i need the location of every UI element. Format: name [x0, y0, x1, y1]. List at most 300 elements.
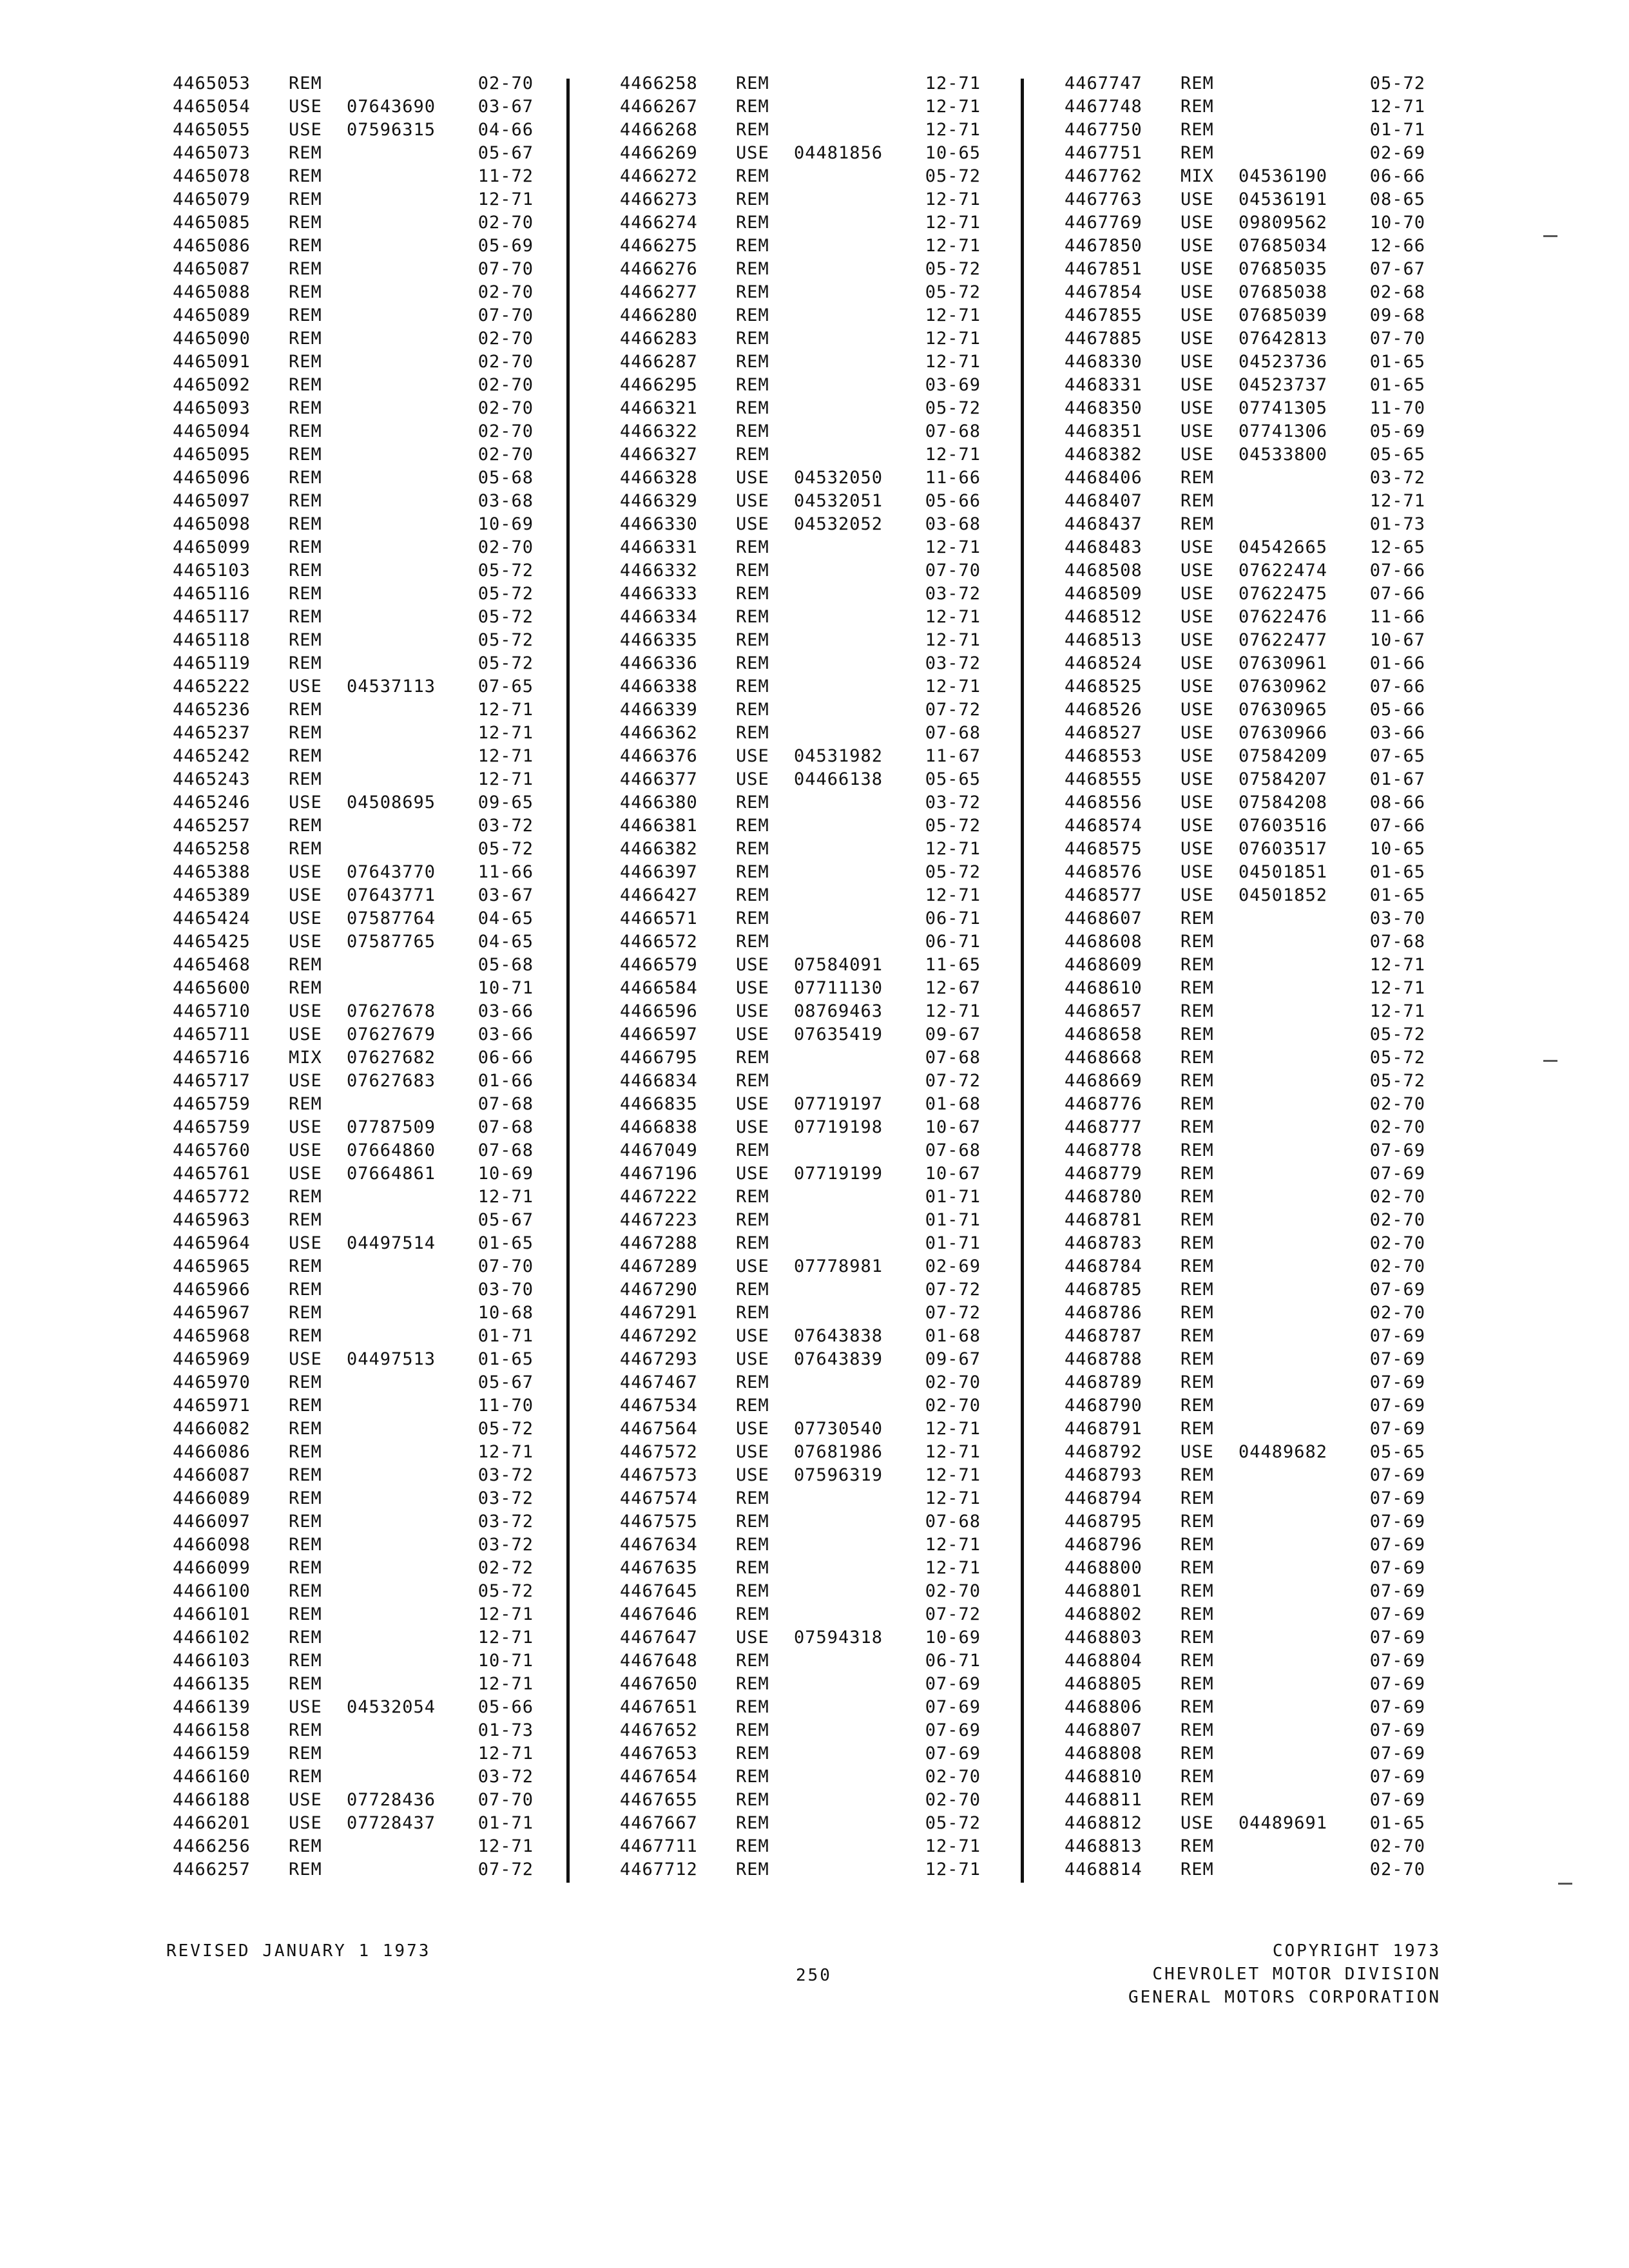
part-number: 4465968: [173, 1326, 251, 1346]
effective-date: 02-70: [1369, 1303, 1425, 1323]
part-number: 4467653: [620, 1744, 698, 1763]
list-item: [1065, 606, 1425, 629]
status-code: USE: [1181, 1813, 1214, 1833]
effective-date: 03-66: [477, 1001, 534, 1021]
replacement-part-number: 07643838: [794, 1326, 883, 1346]
part-number: 4467762: [1065, 166, 1142, 186]
replacement-part-number: 07622475: [1239, 584, 1328, 604]
replacement-part-number: 07622477: [1239, 630, 1328, 650]
effective-date: 12-71: [477, 1836, 534, 1856]
list-item: [1065, 1348, 1425, 1371]
part-number: 4465096: [173, 468, 251, 488]
list-item: [1065, 188, 1425, 211]
status-code: REM: [289, 1674, 322, 1694]
list-item: [1065, 1533, 1425, 1557]
status-code: REM: [289, 1720, 322, 1740]
status-code: USE: [289, 793, 322, 812]
list-item: [620, 374, 981, 397]
part-number: 4465097: [173, 491, 251, 511]
part-number: 4468574: [1065, 816, 1142, 836]
replacement-part-number: 04497513: [347, 1349, 436, 1369]
status-code: REM: [736, 1210, 769, 1230]
effective-date: 12-71: [477, 1744, 534, 1763]
part-number: 4466838: [620, 1117, 698, 1137]
part-number: 4465054: [173, 97, 251, 117]
effective-date: 05-72: [925, 816, 981, 836]
status-code: REM: [1181, 1720, 1214, 1740]
status-code: REM: [1181, 1187, 1214, 1207]
list-item: [1065, 1255, 1425, 1278]
part-number: 4468575: [1065, 839, 1142, 859]
effective-date: 07-68: [477, 1140, 534, 1160]
part-number: 4466333: [620, 584, 698, 604]
status-code: REM: [736, 1720, 769, 1740]
status-code: REM: [736, 630, 769, 650]
effective-date: 07-67: [1369, 259, 1425, 279]
part-number: 4465759: [173, 1117, 251, 1137]
effective-date: 01-67: [1369, 769, 1425, 789]
list-item: [1065, 1789, 1425, 1812]
margin-mark: [1543, 1060, 1557, 1062]
status-code: USE: [736, 978, 769, 998]
part-number: 4468807: [1065, 1720, 1142, 1740]
part-number: 4468802: [1065, 1604, 1142, 1624]
effective-date: 07-70: [477, 1790, 534, 1810]
part-number: 4466268: [620, 120, 698, 140]
effective-date: 07-72: [925, 1604, 981, 1624]
list-item: [173, 119, 534, 142]
part-number: 4467885: [1065, 329, 1142, 349]
status-code: USE: [736, 955, 769, 975]
list-item: [1065, 466, 1425, 490]
effective-date: 07-66: [1369, 561, 1425, 581]
list-item: [1065, 490, 1425, 513]
effective-date: 12-71: [925, 1488, 981, 1508]
status-code: REM: [1181, 1117, 1214, 1137]
list-item: [1065, 629, 1425, 652]
part-number: 4465119: [173, 653, 251, 673]
replacement-part-number: 04466138: [794, 769, 883, 789]
part-number: 4465468: [173, 955, 251, 975]
effective-date: 07-69: [1369, 1628, 1425, 1648]
part-number: 4466336: [620, 653, 698, 673]
replacement-part-number: 07596319: [794, 1465, 883, 1485]
status-code: REM: [289, 329, 322, 349]
list-item: [173, 1186, 534, 1209]
part-number: 4465116: [173, 584, 251, 604]
effective-date: 07-66: [1369, 584, 1425, 604]
effective-date: 11-70: [477, 1396, 534, 1416]
list-item: [620, 652, 981, 675]
replacement-part-number: 07596315: [347, 120, 436, 140]
list-item: [1065, 1093, 1425, 1116]
list-item: [173, 930, 534, 954]
effective-date: 12-71: [477, 1442, 534, 1462]
status-code: USE: [736, 1326, 769, 1346]
effective-date: 10-69: [925, 1628, 981, 1648]
part-number: 4468576: [1065, 862, 1142, 882]
replacement-part-number: 04508695: [347, 793, 436, 812]
replacement-part-number: 07778981: [794, 1256, 883, 1276]
list-item: [620, 1418, 981, 1441]
effective-date: 12-71: [925, 1535, 981, 1555]
part-number: 4466332: [620, 561, 698, 581]
status-code: REM: [289, 468, 322, 488]
list-item: [173, 1162, 534, 1186]
effective-date: 10-71: [477, 978, 534, 998]
list-item: [1065, 1232, 1425, 1255]
status-code: USE: [1181, 1442, 1214, 1462]
effective-date: 12-71: [925, 1442, 981, 1462]
status-code: REM: [289, 1256, 322, 1276]
part-number: 4466376: [620, 746, 698, 766]
effective-date: 12-71: [477, 700, 534, 720]
effective-date: 12-66: [1369, 236, 1425, 256]
replacement-part-number: 07643690: [347, 97, 436, 117]
status-code: REM: [736, 398, 769, 418]
list-item: [173, 1696, 534, 1719]
effective-date: 03-66: [1369, 723, 1425, 743]
status-code: REM: [736, 561, 769, 581]
status-code: REM: [736, 1372, 769, 1392]
effective-date: 12-71: [477, 1628, 534, 1648]
effective-date: 07-69: [1369, 1581, 1425, 1601]
list-item: [620, 1673, 981, 1696]
replacement-part-number: 04532054: [347, 1697, 436, 1717]
part-number: 4466100: [173, 1581, 251, 1601]
list-item: [620, 1046, 981, 1070]
list-item: [620, 791, 981, 814]
list-item: [173, 1603, 534, 1626]
status-code: REM: [736, 1233, 769, 1253]
status-code: REM: [736, 120, 769, 140]
effective-date: 09-65: [477, 793, 534, 812]
part-number: 4466377: [620, 769, 698, 789]
list-item: [1065, 1719, 1425, 1742]
status-code: REM: [289, 236, 322, 256]
replacement-part-number: 09809562: [1239, 213, 1328, 233]
status-code: REM: [289, 1535, 322, 1555]
part-number: 4465425: [173, 932, 251, 952]
list-item: [1065, 977, 1425, 1000]
list-item: [173, 606, 534, 629]
effective-date: 10-67: [925, 1164, 981, 1184]
status-code: REM: [289, 1210, 322, 1230]
effective-date: 01-65: [477, 1233, 534, 1253]
part-number: 4465759: [173, 1094, 251, 1114]
status-code: REM: [1181, 1071, 1214, 1091]
part-number: 4465078: [173, 166, 251, 186]
part-number: 4468331: [1065, 375, 1142, 395]
status-code: REM: [736, 445, 769, 465]
part-number: 4468437: [1065, 514, 1142, 534]
effective-date: 12-71: [477, 1187, 534, 1207]
effective-date: 12-71: [925, 445, 981, 465]
list-item: [1065, 1441, 1425, 1464]
status-code: REM: [1181, 468, 1214, 488]
effective-date: 10-67: [1369, 630, 1425, 650]
status-code: REM: [1181, 1558, 1214, 1578]
status-code: USE: [1181, 700, 1214, 720]
effective-date: 04-65: [477, 908, 534, 928]
list-item: [620, 1116, 981, 1139]
part-number: 4467635: [620, 1558, 698, 1578]
status-code: USE: [289, 1140, 322, 1160]
effective-date: 02-70: [1369, 1233, 1425, 1253]
list-item: [173, 95, 534, 119]
status-code: REM: [289, 491, 322, 511]
list-item: [620, 1557, 981, 1580]
status-code: REM: [1181, 1349, 1214, 1369]
part-number: 4465237: [173, 723, 251, 743]
part-number: 4466328: [620, 468, 698, 488]
status-code: REM: [289, 1744, 322, 1763]
status-code: REM: [289, 839, 322, 859]
part-number: 4465087: [173, 259, 251, 279]
status-code: REM: [289, 1187, 322, 1207]
effective-date: 12-71: [925, 677, 981, 697]
status-code: REM: [1181, 1512, 1214, 1532]
part-number: 4466101: [173, 1604, 251, 1624]
part-number: 4468382: [1065, 445, 1142, 465]
part-number: 4465389: [173, 885, 251, 905]
effective-date: 03-72: [477, 1535, 534, 1555]
part-number: 4466276: [620, 259, 698, 279]
part-number: 4467751: [1065, 143, 1142, 163]
effective-date: 05-72: [925, 398, 981, 418]
part-number: 4466188: [173, 1790, 251, 1810]
effective-date: 01-65: [1369, 862, 1425, 882]
replacement-part-number: 07630962: [1239, 677, 1328, 697]
part-number: 4467292: [620, 1326, 698, 1346]
status-code: REM: [1181, 978, 1214, 998]
status-code: REM: [736, 1813, 769, 1833]
list-item: [620, 304, 981, 327]
status-code: REM: [1181, 1628, 1214, 1648]
list-item: [173, 1093, 534, 1116]
part-number: 4465246: [173, 793, 251, 812]
list-item: [1065, 397, 1425, 420]
effective-date: 12-71: [925, 607, 981, 627]
replacement-part-number: 04532050: [794, 468, 883, 488]
effective-date: 07-72: [477, 1860, 534, 1879]
effective-date: 05-72: [477, 607, 534, 627]
list-item: [173, 258, 534, 281]
list-item: [1065, 443, 1425, 466]
effective-date: 05-66: [925, 491, 981, 511]
part-number: 4467574: [620, 1488, 698, 1508]
status-code: REM: [736, 1790, 769, 1810]
list-item: [620, 211, 981, 235]
status-code: USE: [1181, 862, 1214, 882]
effective-date: 10-69: [477, 1164, 534, 1184]
list-item: [173, 652, 534, 675]
part-number: 4468350: [1065, 398, 1142, 418]
list-item: [620, 722, 981, 745]
part-number: 4465093: [173, 398, 251, 418]
part-number: 4468509: [1065, 584, 1142, 604]
part-number: 4468513: [1065, 630, 1142, 650]
status-code: REM: [289, 561, 322, 581]
list-item: [1065, 1649, 1425, 1673]
effective-date: 07-65: [477, 677, 534, 697]
list-item: [620, 1603, 981, 1626]
replacement-part-number: 04533800: [1239, 445, 1328, 465]
part-number: 4466275: [620, 236, 698, 256]
page-number: 250: [796, 1966, 832, 1985]
effective-date: 02-70: [477, 352, 534, 372]
effective-date: 05-72: [477, 584, 534, 604]
part-number: 4465760: [173, 1140, 251, 1160]
status-code: REM: [1181, 1326, 1214, 1346]
list-item: [173, 1812, 534, 1835]
list-item: [620, 536, 981, 559]
status-code: REM: [736, 653, 769, 673]
effective-date: 07-70: [477, 259, 534, 279]
status-code: REM: [289, 1651, 322, 1671]
status-code: REM: [736, 375, 769, 395]
part-number: 4466267: [620, 97, 698, 117]
list-item: [620, 907, 981, 930]
list-item: [1065, 1209, 1425, 1232]
part-number: 4466331: [620, 537, 698, 557]
effective-date: 07-69: [925, 1744, 981, 1763]
replacement-part-number: 07584209: [1239, 746, 1328, 766]
part-number: 4466159: [173, 1744, 251, 1763]
list-item: [173, 814, 534, 838]
part-number: 4465965: [173, 1256, 251, 1276]
effective-date: 12-71: [925, 329, 981, 349]
part-number: 4466280: [620, 305, 698, 325]
list-item: [620, 1139, 981, 1162]
part-number: 4468607: [1065, 908, 1142, 928]
replacement-part-number: 07627679: [347, 1024, 436, 1044]
effective-date: 07-72: [925, 1303, 981, 1323]
replacement-part-number: 07630965: [1239, 700, 1328, 720]
effective-date: 12-71: [925, 352, 981, 372]
effective-date: 05-72: [1369, 1071, 1425, 1091]
part-number: 4467647: [620, 1628, 698, 1648]
part-number: 4465236: [173, 700, 251, 720]
list-item: [1065, 652, 1425, 675]
status-code: REM: [1181, 1024, 1214, 1044]
part-number: 4465099: [173, 537, 251, 557]
effective-date: 12-71: [925, 236, 981, 256]
effective-date: 07-72: [925, 1280, 981, 1300]
effective-date: 12-71: [925, 1860, 981, 1879]
status-code: USE: [1181, 445, 1214, 465]
status-code: USE: [1181, 537, 1214, 557]
list-item: [173, 1649, 534, 1673]
copyright-line: CHEVROLET MOTOR DIVISION: [1152, 1965, 1441, 1984]
replacement-part-number: 04532052: [794, 514, 883, 534]
list-item: [1065, 954, 1425, 977]
part-number: 4465963: [173, 1210, 251, 1230]
status-code: REM: [289, 769, 322, 789]
list-item: [620, 582, 981, 606]
effective-date: 05-65: [1369, 445, 1425, 465]
status-code: REM: [736, 932, 769, 952]
part-number: 4466338: [620, 677, 698, 697]
list-item: [620, 1510, 981, 1533]
part-number: 4467652: [620, 1720, 698, 1740]
replacement-part-number: 07681986: [794, 1442, 883, 1462]
effective-date: 07-65: [1369, 746, 1425, 766]
status-code: REM: [1181, 491, 1214, 511]
list-item: [620, 698, 981, 722]
part-number: 4468796: [1065, 1535, 1142, 1555]
part-number: 4468406: [1065, 468, 1142, 488]
effective-date: 01-65: [1369, 352, 1425, 372]
replacement-part-number: 07587764: [347, 908, 436, 928]
list-item: [173, 1325, 534, 1348]
effective-date: 03-72: [925, 793, 981, 812]
list-item: [620, 954, 981, 977]
effective-date: 07-72: [925, 1071, 981, 1091]
list-item: [1065, 1557, 1425, 1580]
list-item: [173, 420, 534, 443]
part-number: 4468483: [1065, 537, 1142, 557]
list-item: [620, 1742, 981, 1765]
list-item: [173, 1464, 534, 1487]
part-number: 4468668: [1065, 1048, 1142, 1068]
part-number: 4468779: [1065, 1164, 1142, 1184]
status-code: REM: [289, 1488, 322, 1508]
part-number: 4466579: [620, 955, 698, 975]
list-item: [620, 1255, 981, 1278]
status-code: REM: [1181, 514, 1214, 534]
effective-date: 01-65: [1369, 885, 1425, 905]
status-code: REM: [736, 1187, 769, 1207]
list-item: [620, 1278, 981, 1302]
effective-date: 12-71: [477, 1604, 534, 1624]
list-item: [620, 142, 981, 165]
status-code: REM: [736, 259, 769, 279]
effective-date: 01-71: [477, 1326, 534, 1346]
list-item: [173, 698, 534, 722]
list-item: [173, 165, 534, 188]
part-number: 4467645: [620, 1581, 698, 1601]
part-number: 4468784: [1065, 1256, 1142, 1276]
status-code: REM: [736, 97, 769, 117]
part-number: 4465089: [173, 305, 251, 325]
status-code: REM: [736, 352, 769, 372]
replacement-part-number: 04542665: [1239, 537, 1328, 557]
part-number: 4465095: [173, 445, 251, 465]
part-number: 4468780: [1065, 1187, 1142, 1207]
effective-date: 03-68: [925, 514, 981, 534]
list-item: [173, 1000, 534, 1023]
effective-date: 03-66: [477, 1024, 534, 1044]
effective-date: 05-65: [925, 769, 981, 789]
effective-date: 06-71: [925, 908, 981, 928]
effective-date: 10-69: [477, 514, 534, 534]
part-number: 4466269: [620, 143, 698, 163]
list-item: [173, 1348, 534, 1371]
part-number: 4468814: [1065, 1860, 1142, 1879]
list-item: [173, 1510, 534, 1533]
status-code: REM: [1181, 1581, 1214, 1601]
part-number: 4467712: [620, 1860, 698, 1879]
list-item: [620, 119, 981, 142]
status-code: REM: [289, 352, 322, 372]
status-code: REM: [1181, 955, 1214, 975]
list-item: [173, 1673, 534, 1696]
list-item: [1065, 745, 1425, 768]
part-number: 4465073: [173, 143, 251, 163]
effective-date: 07-69: [1369, 1465, 1425, 1485]
part-number: 4468777: [1065, 1117, 1142, 1137]
